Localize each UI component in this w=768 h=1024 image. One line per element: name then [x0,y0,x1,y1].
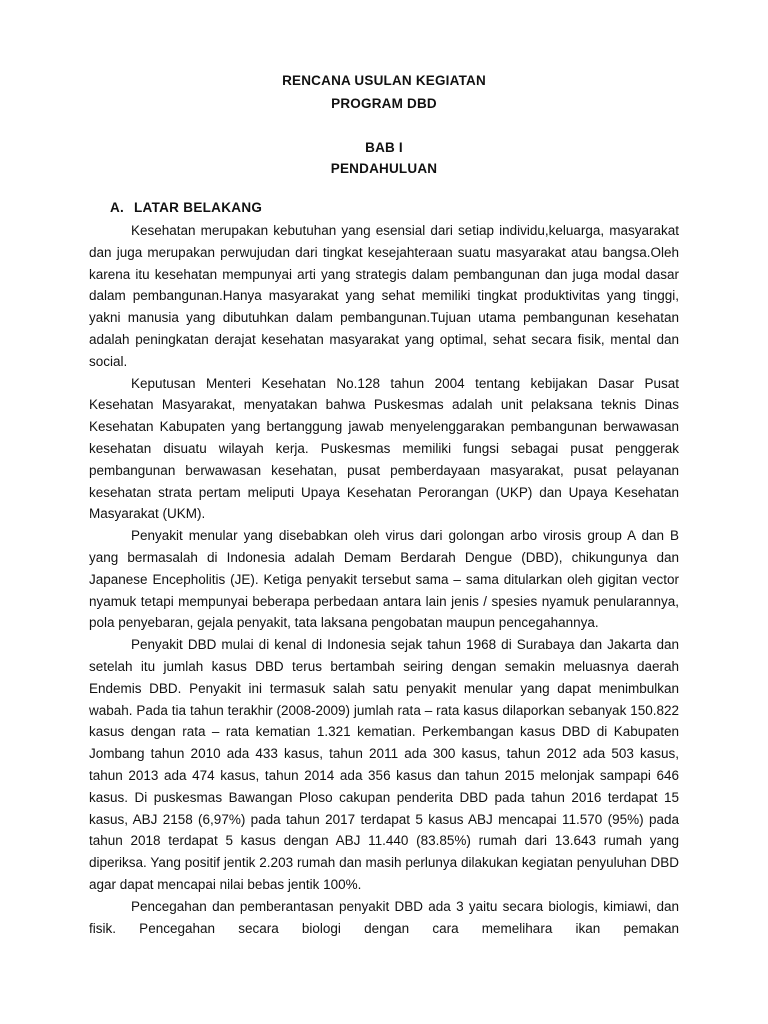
paragraph-4: Penyakit DBD mulai di kenal di Indonesia sejak tahun 1968 di Surabaya dan Jakarta dan setelah itu jumlah kasus DBD terus bertambah seiring dengan semakin meluasnya daerah Endemis DBD. Penyakit ini termasuk salah satu penyakit menular yang dapat menimbulkan wabah. Pada tia tahun terakhir (2008-2009) jumlah rata – rata kasus dilaporkan sebanyak 150.822 kasus dengan rata – rata kematian 1.321 kematian. Perkembangan kasus DBD di Kabupaten Jombang tahun 2010 ada 433 kasus, tahun 2011 ada 300 kasus, tahun 2012 ada 503 kasus, tahun 2013 ada 474 kasus, tahun 2014 ada 356 kasus dan tahun 2015 melonjak sampapi 646 kasus. Di puskesmas Bawangan Ploso cakupan penderita DBD pada tahun 2016 terdapat 15 kasus, ABJ 2158 (6,97%) pada tahun 2017 terdapat 5 kasus ABJ mencapai 11.570 (95%) pada tahun 2018 terdapat 5 kasus dengan ABJ 11.440 (83.85%) rumah dari 13.643 rumah yang diperiksa. Yang positif jentik 2.203 rumah dan masih perlunya dilakukan kegiatan penyuluhan DBD agar dapat mencapai nilai bebas jentik 100%. [89,637,679,892]
section-heading [110,199,262,217]
paragraph-2: Keputusan Menteri Kesehatan No.128 tahun 2004 tentang kebijakan Dasar Pusat Kesehatan Masyarakat, menyatakan bahwa Puskesmas adalah unit pelaksana teknis Dinas Kesehatan Kabupaten yang bertanggung jawab menyelenggarakan pembangunan berwawasan kesehatan disuatu wilayah kerja. Puskesmas memiliki fungsi sebagai pusat penggerak pembangunan berwawasan kesehatan, pusat pemberdayaan masyarakat, pusat pelayanan kesehatan strata pertam meliputi Upaya Kesehatan Perorangan (UKP) dan Upaya Kesehatan Masyarakat (UKM). [89,375,679,522]
paragraph-1: Kesehatan merupakan kebutuhan yang esensial dari setiap individu,keluarga, masyarakat dan juga merupakan perwujudan dari tingkat kesejahteraan suatu masyarakat atau bangsa.Oleh karena itu kesehatan mempunyai arti yang strategis dalam pembangunan dan juga modal dasar dalam pembangunan.Hanya masyarakat yang sehat memiliki tingkat produktivitas yang tinggi, yakni manusia yang dibutuhkan dalam pembangunan.Tujuan utama pembangunan kesehatan adalah peningkatan derajat kesehatan masyarakat yang optimal, sehat secara fisik, mental dan social. [89,223,679,369]
chapter-title: PENDAHULUAN [330,161,438,176]
section-title: LATAR BELAKANG [134,200,263,215]
body-text [89,220,679,939]
program-title: PROGRAM DBD [331,96,437,111]
section-letter: A. [110,200,125,215]
paragraph-3: Penyakit menular yang disebabkan oleh virus dari golongan arbo virosis group A dan B yang bermasalah di Indonesia adalah Demam Berdarah Dengue (DBD), chikungunya dan Japanese Encepholitis (JE). Ketiga penyakit tersebut sama – sama ditularkan oleh gigitan vector nyamuk tetapi mempunyai beberapa perbedaan antara lain jenis / spesies nyamuk penularannya, pola penyebaran, gejala penyakit, tata laksana pengobatan maupun pencegahannya. [89,528,679,631]
chapter-label: BAB I [365,140,403,155]
document-title: RENCANA USULAN KEGIATAN [282,73,486,88]
paragraph-5: Pencegahan dan pemberantasan penyakit DBD ada 3 yaitu secara biologis, kimiawi, dan fisik. Pencegahan secara biologi dengan cara memelihara ikan pemakan [89,898,679,936]
